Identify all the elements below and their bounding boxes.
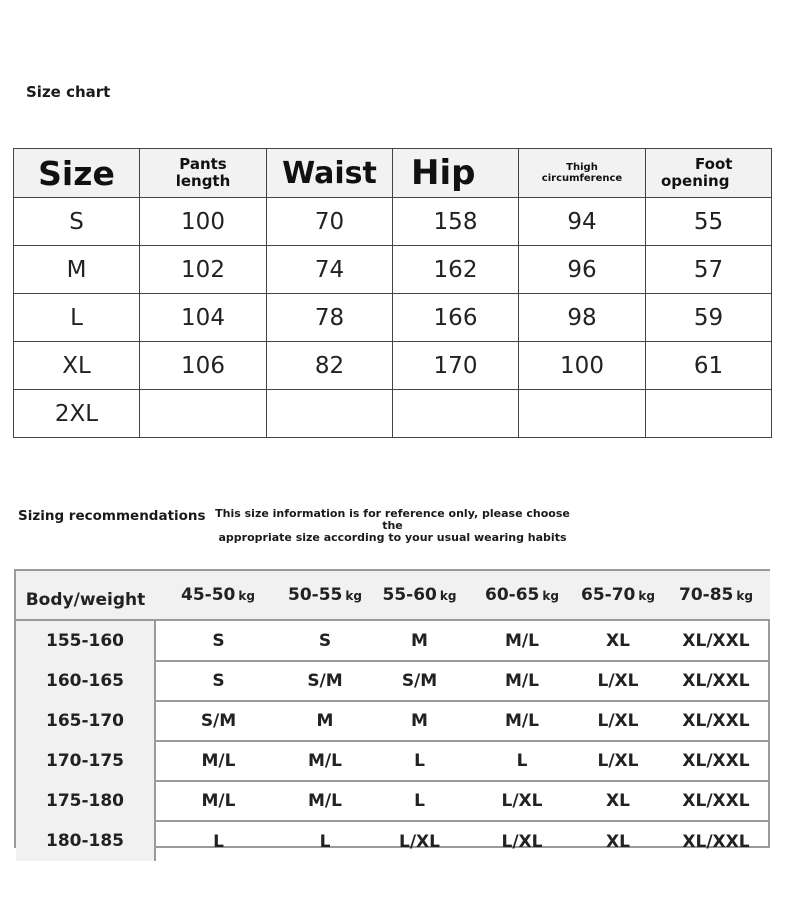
header-thigh-line2: circumference [541, 173, 623, 184]
size-cell-waist: 74 [267, 246, 393, 294]
size-cell-waist: 82 [267, 342, 393, 390]
weight-range-label: 70-85 [679, 585, 734, 605]
size-cell-pants-length: 100 [140, 198, 267, 246]
weight-range-label: 65-70 [581, 585, 636, 605]
recommended-size: S/M [369, 661, 470, 701]
size-chart-table [13, 148, 772, 438]
recommended-size: L [470, 741, 574, 781]
recommendation-header-row [16, 571, 770, 620]
recommended-size: M/L [470, 701, 574, 741]
size-cell-foot-opening: 55 [646, 198, 772, 246]
reference-note-line2: appropriate size according to your usual wearing habits [218, 531, 567, 544]
size-cell-waist [267, 390, 393, 438]
size-cell-thigh: 96 [519, 246, 646, 294]
recommendation-table-frame [14, 569, 770, 852]
header-weight-range [470, 571, 574, 620]
recommended-size: M/L [281, 781, 369, 821]
size-cell-thigh: 98 [519, 294, 646, 342]
recommended-size: L/XL [470, 781, 574, 821]
header-body-weight: Body/weight [16, 571, 155, 620]
header-size: Size [14, 149, 140, 198]
header-weight-range [281, 571, 369, 620]
header-thigh-circumference [519, 149, 646, 198]
weight-unit: kg [736, 589, 753, 603]
table-row [14, 198, 772, 246]
size-cell-size: XL [14, 342, 140, 390]
table-row [14, 246, 772, 294]
table-row [16, 620, 770, 661]
size-chart-header-row [14, 149, 772, 198]
header-pants-length [140, 149, 267, 198]
size-cell-foot-opening: 57 [646, 246, 772, 294]
height-range: 155-160 [16, 620, 155, 661]
recommended-size: L [369, 741, 470, 781]
recommended-size: M [369, 701, 470, 741]
weight-range-label: 55-60 [382, 585, 437, 605]
size-cell-thigh: 94 [519, 198, 646, 246]
size-cell-foot-opening: 61 [646, 342, 772, 390]
recommended-size: XL [606, 831, 630, 852]
header-thigh-line1: Thigh [566, 162, 598, 173]
recommended-size: L [319, 831, 331, 852]
size-cell-pants-length: 104 [140, 294, 267, 342]
header-weight-range [662, 571, 770, 620]
recommended-size: M/L [470, 661, 574, 701]
height-range: 165-170 [16, 701, 155, 741]
header-pants-length-line2: length [175, 172, 231, 190]
recommended-size: L/XL [501, 831, 543, 852]
recommended-size: XL/XXL [662, 620, 770, 661]
weight-unit: kg [345, 589, 362, 603]
recommended-size: S/M [281, 661, 369, 701]
table-row [16, 781, 770, 821]
recommended-size: L [213, 831, 224, 852]
size-cell-hip: 170 [393, 342, 519, 390]
size-cell-waist: 78 [267, 294, 393, 342]
size-cell-pants-length: 106 [140, 342, 267, 390]
recommended-size: XL/XXL [662, 781, 770, 821]
size-cell-size: L [14, 294, 140, 342]
recommended-size: L/XL [399, 831, 440, 852]
weight-unit: kg [638, 589, 655, 603]
table-row [16, 741, 770, 781]
size-cell-thigh [519, 390, 646, 438]
recommended-size: L [369, 781, 470, 821]
recommended-size: S [281, 620, 369, 661]
recommended-size: S/M [155, 701, 281, 741]
recommended-size: M [281, 701, 369, 741]
size-cell-foot-opening [646, 390, 772, 438]
header-foot-opening [646, 149, 772, 198]
weight-unit: kg [439, 589, 457, 603]
header-foot-line2: opening [661, 172, 730, 190]
recommended-size: M/L [470, 620, 574, 661]
size-cell-hip: 162 [393, 246, 519, 294]
size-cell-waist: 70 [267, 198, 393, 246]
recommended-size: L/XL [574, 741, 662, 781]
header-weight-range [369, 571, 470, 620]
height-range: 170-175 [16, 741, 155, 781]
weight-unit: kg [542, 589, 559, 603]
table-row [14, 294, 772, 342]
weight-unit: kg [238, 589, 255, 603]
recommended-size: M/L [281, 741, 369, 781]
size-cell-size: S [14, 198, 140, 246]
height-range: 160-165 [16, 661, 155, 701]
recommended-size: XL [574, 781, 662, 821]
recommended-size: M/L [155, 781, 281, 821]
recommended-size: M [369, 620, 470, 661]
size-cell-hip [393, 390, 519, 438]
table-row [14, 390, 772, 438]
recommended-size: L/XL [574, 701, 662, 741]
weight-range-label: 45-50 [181, 585, 236, 605]
height-range: 175-180 [16, 781, 155, 821]
header-pants-length-line1: Pants [179, 155, 227, 173]
header-foot-line1: Foot [695, 155, 733, 173]
reference-note-line1: This size information is for reference only, please choose the [215, 507, 570, 532]
recommended-size: XL/XXL [662, 661, 770, 701]
table-row [16, 661, 770, 701]
recommended-size: XL/XXL [682, 831, 750, 852]
size-cell-foot-opening: 59 [646, 294, 772, 342]
recommendation-table [16, 571, 770, 861]
recommended-size: XL/XXL [662, 741, 770, 781]
table-row [16, 701, 770, 741]
header-weight-range [155, 571, 281, 620]
size-chart-title: Size chart [26, 83, 111, 101]
table-row [16, 821, 770, 861]
weight-range-label: 50-55 [288, 585, 343, 605]
recommended-size: XL [574, 620, 662, 661]
sizing-recommendations-title: Sizing recommendations [18, 508, 206, 524]
size-cell-size: 2XL [14, 390, 140, 438]
recommended-size: M/L [155, 741, 281, 781]
size-cell-hip: 166 [393, 294, 519, 342]
table-row [14, 342, 772, 390]
size-cell-hip: 158 [393, 198, 519, 246]
recommended-size: S [155, 661, 281, 701]
header-weight-range [574, 571, 662, 620]
recommended-size: XL/XXL [662, 701, 770, 741]
size-cell-pants-length [140, 390, 267, 438]
reference-note [205, 508, 580, 544]
header-hip: Hip [393, 149, 519, 198]
recommended-size: L/XL [574, 661, 662, 701]
header-waist: Waist [267, 149, 393, 198]
size-cell-pants-length: 102 [140, 246, 267, 294]
size-cell-size: M [14, 246, 140, 294]
size-cell-thigh: 100 [519, 342, 646, 390]
weight-range-label: 60-65 [485, 585, 540, 605]
recommended-size: S [155, 620, 281, 661]
height-range: 180-185 [16, 821, 155, 861]
